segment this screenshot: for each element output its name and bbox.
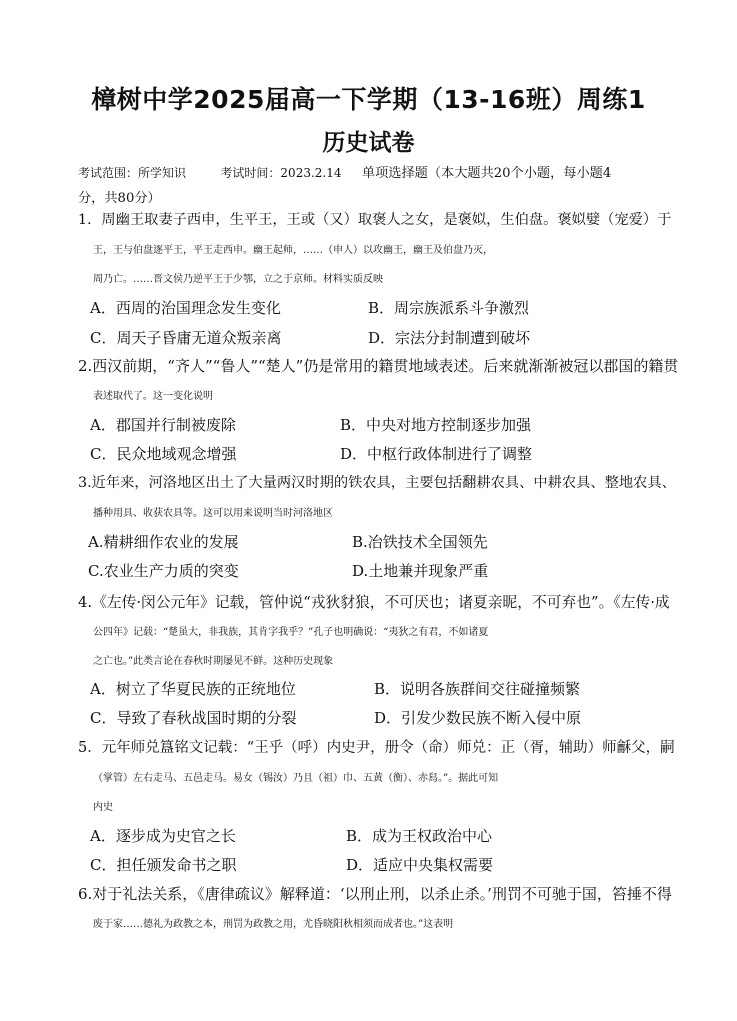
option-a: A．西周的治国理念发生变化 [90, 299, 281, 317]
question-text: 废于家……德礼为政教之本，刑罚为政教之用，尤昏晓阳秋相须而成者也。”这表明 [93, 918, 454, 930]
question-text: 6.对于礼法关系，《唐律疏议》解释道：‘以刑止刑，以杀止杀。’刑罚不可驰于国，笞捶不得 [78, 885, 672, 903]
question-text: （掌管）左右走马、五邑走马。易女（锡汝）乃且（祖）巾、五黄（衡）、赤舄。”。据此可知 [93, 772, 499, 784]
option-c: C．周天子昏庸无道众叛亲离 [90, 329, 282, 347]
section-heading: 单项选择题（本大题共20个小题，每小题4 [361, 166, 612, 181]
exam-scope: 考试范围：所学知识 [78, 166, 187, 180]
question-6 [78, 880, 678, 939]
option-d: D．适应中央集权需要 [346, 856, 494, 874]
option-a: A．逐步成为史官之长 [90, 827, 236, 845]
option-a: A．郡国并行制被废除 [90, 416, 236, 434]
option-b: B．周宗族派系斗争激烈 [368, 299, 530, 317]
question-text: 5．元年师兑簋铭文记载：“王乎（呼）内史尹，册令（命）师兑：正（胥，辅助）师龢父，嗣 [78, 740, 675, 756]
question-3 [78, 469, 678, 528]
question-text: 之亡也。”此类言论在春秋时期屡见不鲜。这种历史现象 [93, 656, 334, 667]
option-c: C．导致了春秋战国时期的分裂 [90, 709, 297, 727]
option-b: B．说明各族群间交往碰撞频繁 [374, 680, 581, 698]
option-d: D.土地兼并现象严重 [352, 562, 489, 580]
option-a: A．树立了华夏民族的正统地位 [90, 680, 296, 698]
option-d: D．中枢行政体制进行了调整 [340, 445, 533, 463]
question-text: 表述取代了。这一变化说明 [93, 390, 213, 402]
question-text: 2.西汉前期，“齐人”“鲁人”“楚人”仍是常用的籍贯地域表述。后来就渐渐被冠以郡国的籍贯 [78, 357, 679, 375]
option-b: B.冶铁技术全国领先 [352, 533, 488, 551]
page-title: 樟树中学2025届高一下学期（13-16班）周练1 [91, 85, 646, 114]
question-text: 4.《左传·闵公元年》记载，管仲说“戎狄豺狼，不可厌也；诸夏亲昵，不可弃也”。《左传·成 [78, 594, 670, 611]
option-c: C．民众地域观念增强 [90, 445, 237, 463]
question-text: 内史 [93, 802, 113, 813]
question-1 [78, 206, 678, 295]
question-4 [78, 588, 678, 677]
option-d: D．宗法分封制遭到破坏 [368, 329, 531, 347]
exam-info [78, 161, 678, 211]
option-b: B．中央对地方控制逐步加强 [340, 416, 532, 434]
option-c: C．担任颁发命书之职 [90, 856, 237, 874]
option-c: C.农业生产力质的突变 [88, 562, 239, 580]
question-text: 播种用具、收获农具等。这可以用来说明当时河洛地区 [93, 507, 333, 519]
question-2 [78, 352, 678, 411]
option-a: A.精耕细作农业的发展 [88, 533, 239, 551]
option-b: B．成为王权政治中心 [346, 827, 493, 845]
page-subtitle: 历史试卷 [322, 130, 415, 156]
question-text: 王，王与伯盘逐平王，平王走西申。幽王起师，……（申人）以攻幽王，幽王及伯盘乃灭， [93, 244, 493, 256]
section-heading-cont: 分，共80分） [78, 191, 161, 206]
option-d: D．引发少数民族不断入侵中原 [374, 709, 582, 727]
question-text: 1．周幽王取妻子西申，生平王，王或（又）取褒人之女，是褒姒，生伯盘。褒姒嬖（宠爱）于 [78, 212, 672, 228]
question-text: 3.近年来，河洛地区出土了大量两汉时期的铁农具，主要包括翻耕农具、中耕农具、整地农具、 [78, 475, 676, 491]
question-5 [78, 734, 678, 823]
exam-time: 考试时间：2023.2.14 [220, 166, 342, 180]
question-text: 公四年》记载：“楚虽大，非我族，其肯字我乎？”孔子也明确说：“夷狄之有君，不如诸夏 [93, 626, 489, 638]
question-text: 周乃亡。……晋文侯乃逆平王于少鄂，立之于京师。材料实质反映 [93, 274, 383, 285]
